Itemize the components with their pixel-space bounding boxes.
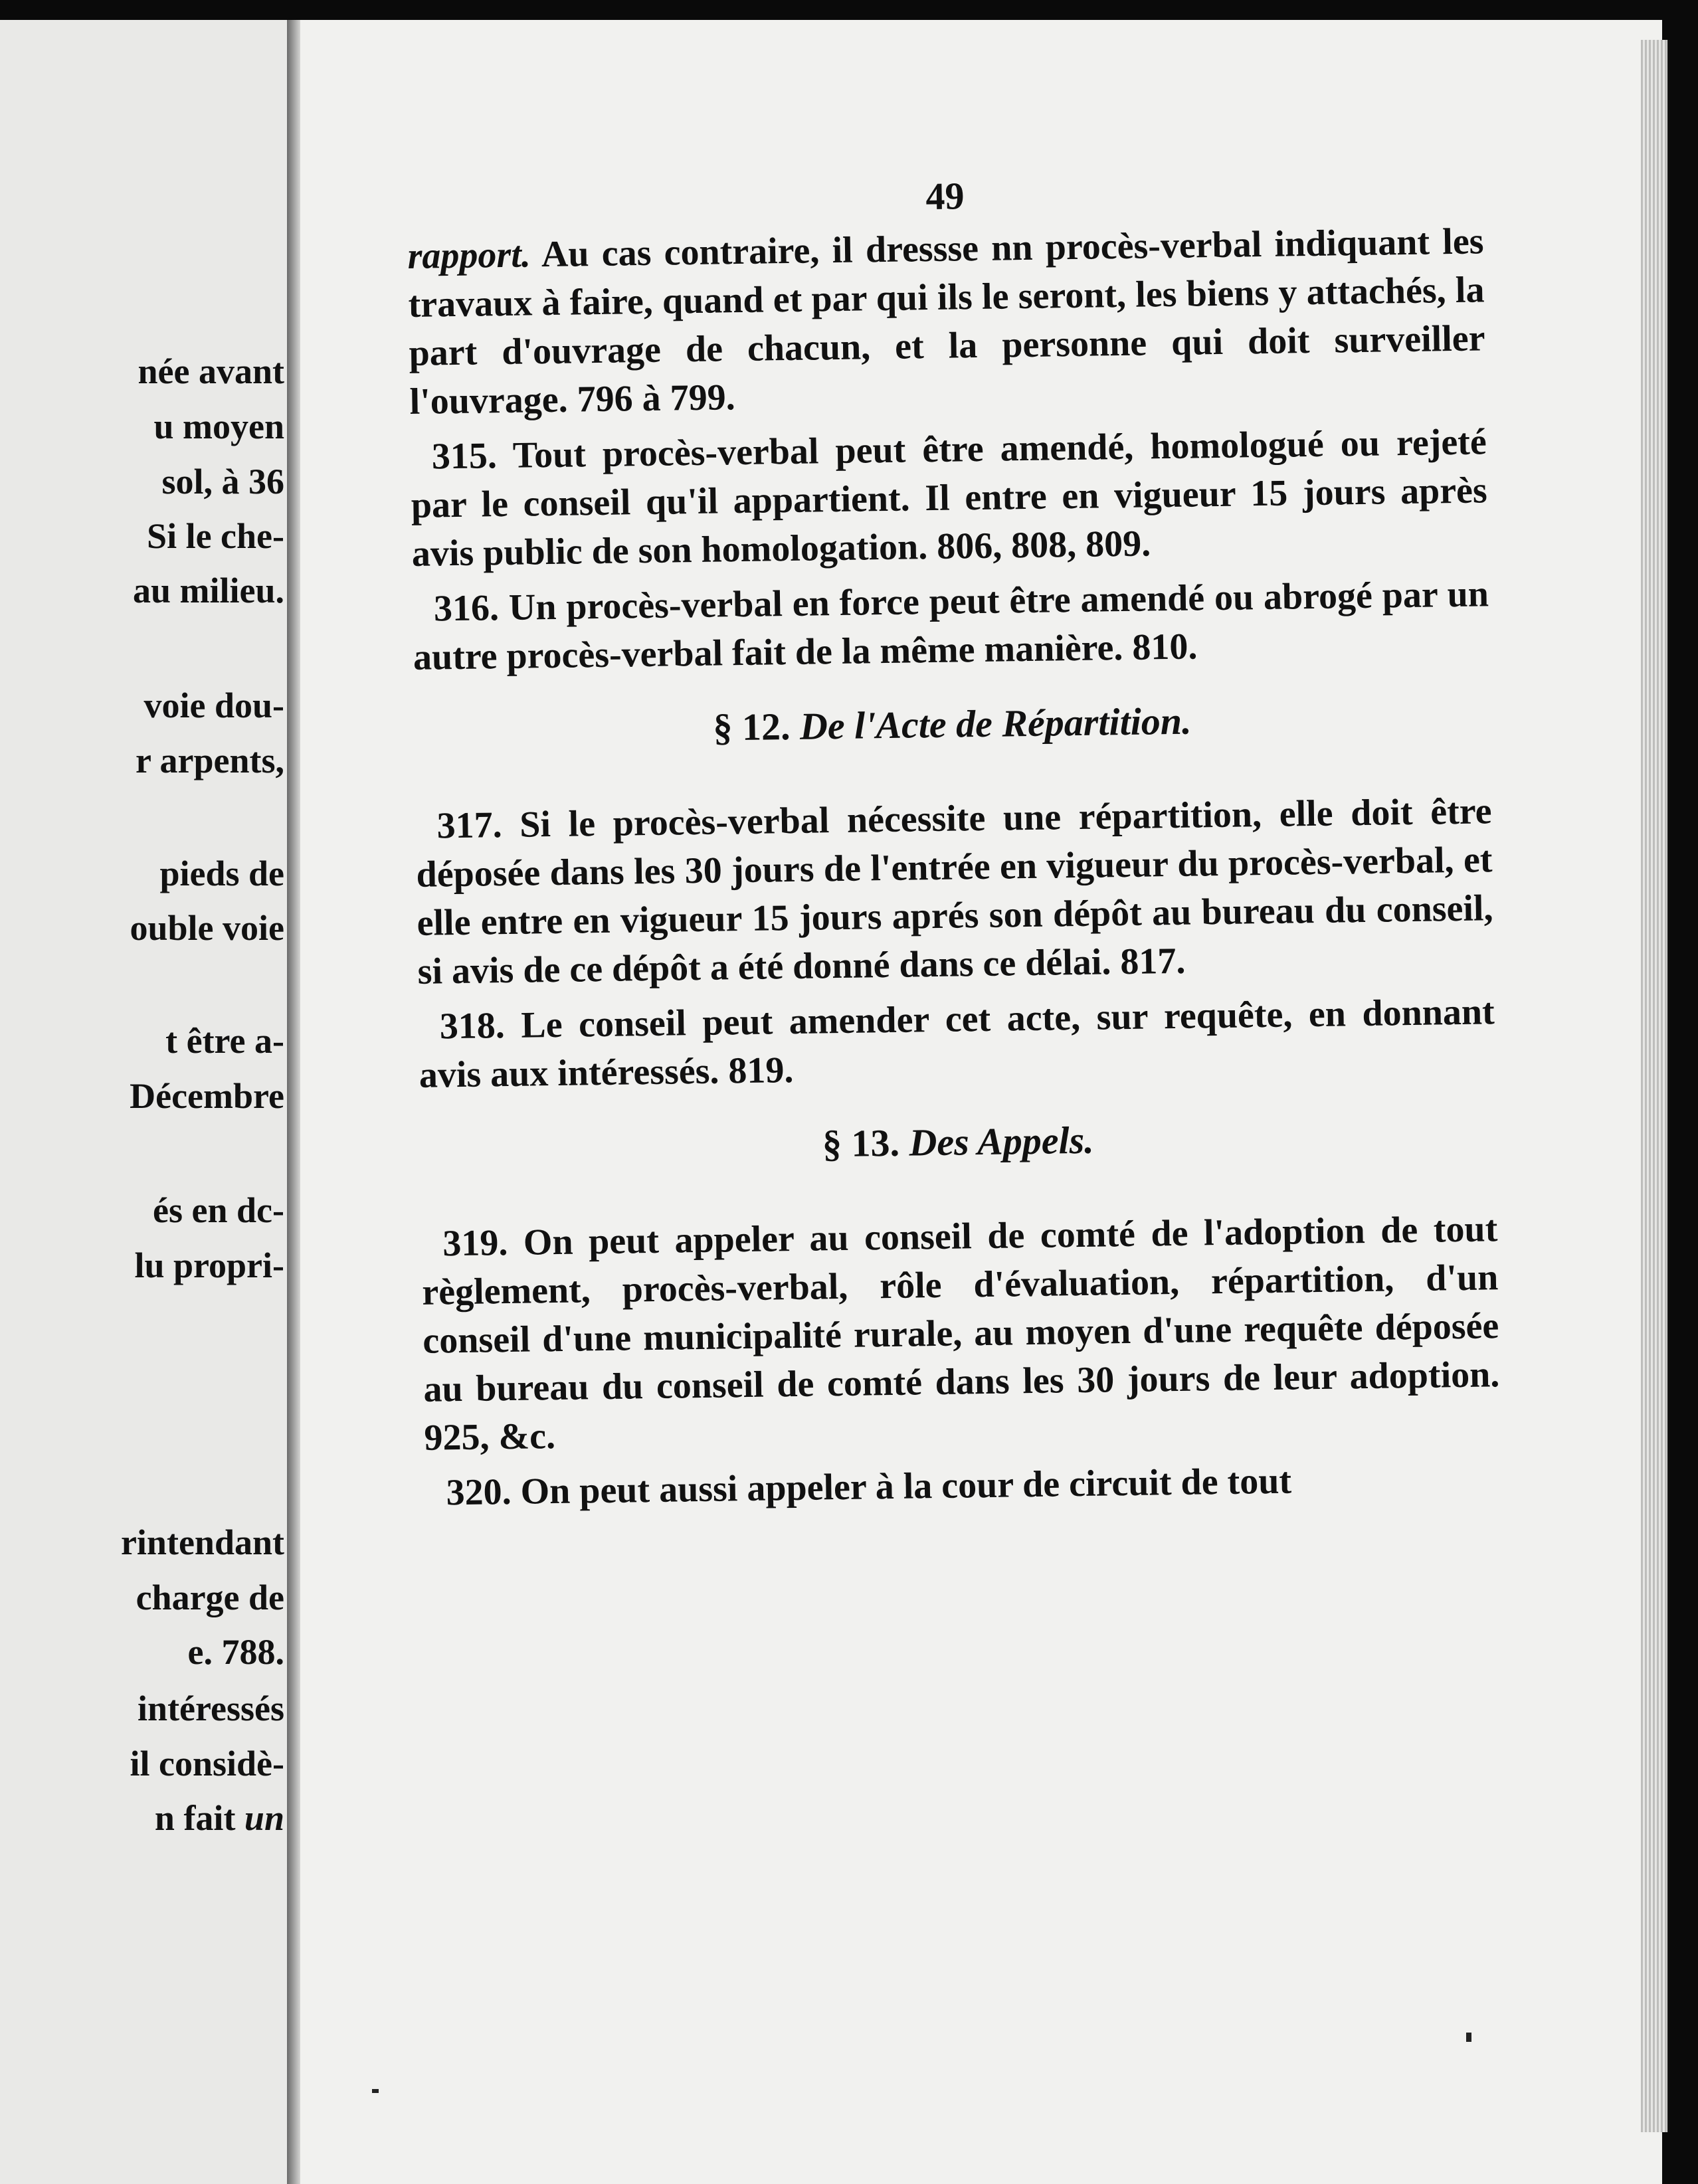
section-heading [414,692,1491,756]
left-line: née avant [138,351,284,391]
left-line: Si le che- [147,516,284,556]
book-gutter [287,20,300,2184]
section-number: § 13. [822,1121,900,1166]
left-line: il considè- [130,1744,284,1783]
paragraph: 320. On peut aussi appeler à la cour de circuit de tout [446,1460,1292,1514]
paragraph: 319. On peut appeler au conseil de comté de l'adoption de tout règlement, procès-verbal, rôle d'évaluation, répartition, d'un conseil d'une municipalité rurale, au moyen d'une requête déposée au bureau du conseil de comté dans les 30 jours de leur adoption. 925, &c. [421,1208,1500,1459]
paragraph: 318. Le conseil peut amender cet acte, sur requête, en donnant avis aux intéressés. 819. [419,991,1495,1096]
ink-speck [372,2089,379,2093]
paragraph: 315. Tout procès-verbal peut être amendé, homologué ou rejeté par le conseil qu'il appartient. Il entre en vigueur 15 jours après avis public de son homologation. 806, 808, 809. [411,421,1488,575]
left-line: lu propri- [134,1245,284,1285]
left-line: Décembre [130,1076,284,1116]
page-edge [1641,40,1669,2132]
paragraph-lead: rapport. [407,234,531,277]
page-number: 49 [925,174,965,219]
left-line: ouble voie [130,908,284,948]
left-line: charge de [136,1578,284,1617]
section-title: De l'Acte de Répartition. [799,699,1192,748]
left-line: r arpents, [136,741,284,780]
left-line: pieds de [159,854,284,893]
left-line: e. 788. [187,1632,284,1672]
section-title: Des Appels. [909,1118,1095,1164]
left-line: és en dc- [153,1190,284,1230]
left-line: t être a- [165,1021,284,1061]
left-line: n fait un [154,1798,284,1838]
right-page [300,20,1662,2184]
left-line: voie dou- [143,685,284,725]
paragraph: 316. Un procès-verbal en force peut être amendé ou abrogé par un autre procès-verbal fait de la même manière. 810. [413,573,1489,678]
left-page-fragment [0,20,287,2184]
ink-speck [1466,2033,1471,2042]
left-line: sol, à 36 [161,462,284,501]
paragraph [407,217,1486,426]
left-line: au milieu. [132,571,284,610]
left-line: u moyen [153,407,284,446]
left-line: rintendant [120,1522,284,1562]
paragraph: 317. Si le procès-verbal nécessite une répartition, elle doit être déposée dans les 30 jours de l'entrée en vigueur du procès-verbal, et elle entre en vigueur 15 jours aprés son dépôt au bureau du conseil, si avis de ce dépôt a été donné dans ce délai. 817. [416,790,1493,992]
section-number: § 12. [713,705,791,749]
paragraph-text: Au cas contraire, il dressse nn procès-verbal indiquant les travaux à faire, quand et par qui ils le seront, les biens y attachés, la part d'ouvrage de chacun, et la personne qui doit surveiller l'ouvrage. 796 à 799. [408,221,1485,422]
section-heading [420,1110,1497,1174]
italic-word: un [244,1798,284,1838]
page-text [407,164,1501,1524]
left-line: intéressés [138,1688,284,1728]
